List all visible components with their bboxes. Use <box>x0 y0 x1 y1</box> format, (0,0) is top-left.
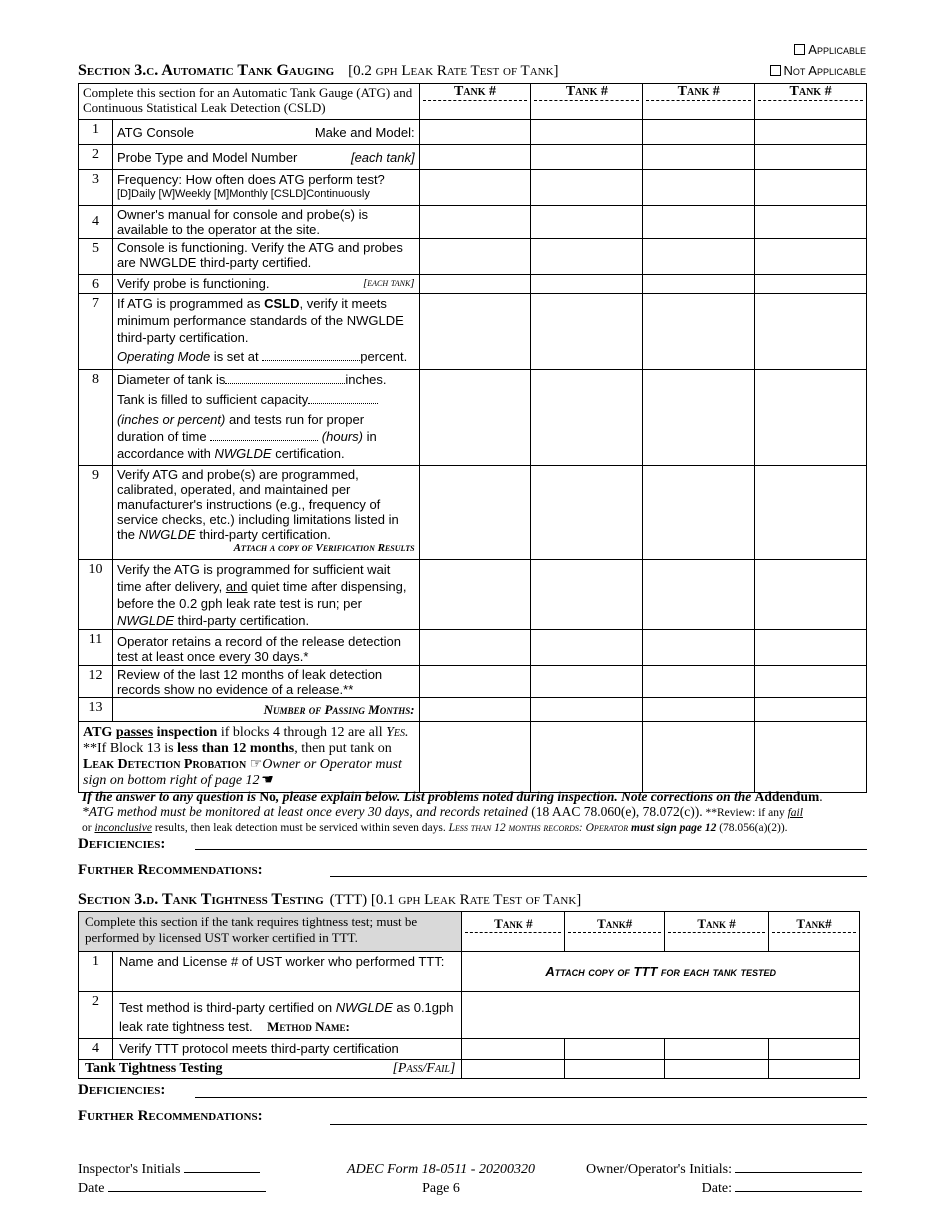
tank-cell[interactable] <box>531 206 643 239</box>
certification-text: certification. <box>271 446 345 461</box>
not-applicable-checkbox[interactable] <box>770 65 781 76</box>
table-row <box>79 560 867 630</box>
note-inconclusive: inconclusive <box>94 822 152 834</box>
table-row <box>79 630 867 666</box>
tank-cell[interactable] <box>643 466 755 560</box>
tank-cell[interactable] <box>419 275 531 294</box>
wait-time-text-3: third-party certification. <box>174 613 310 628</box>
verify-atg-text: Verify ATG and probe(s) are programmed, calibrated, operated, and maintained per manufacturer's instructions (e.g., frequency of service checks, etc.) including limitations listed in the <box>116 467 399 542</box>
tank-cell[interactable] <box>755 239 867 275</box>
section-3c-subtitle: [0.2 gph Leak Rate Test of Tank] <box>348 63 559 79</box>
wait-time-text-1: Verify the ATG is programmed for sufficient wait time after delivery, <box>116 562 391 594</box>
deficiencies-field-3c[interactable] <box>195 849 867 850</box>
tank-cell[interactable] <box>769 1039 860 1060</box>
tank-cell[interactable] <box>419 120 531 145</box>
tank-cell[interactable] <box>643 560 755 630</box>
tank-cell[interactable] <box>419 560 531 630</box>
tank-column-header <box>769 912 860 952</box>
row-number: 9 <box>79 466 113 560</box>
tank-cell[interactable] <box>531 722 643 793</box>
row-description <box>112 170 419 206</box>
row-description <box>112 294 419 370</box>
section-3d-subtitle: (TTT) [0.1 gph Leak Rate Test of Tank] <box>329 892 582 908</box>
row-description: Owner's manual for console and probe(s) is available to the operator at the site. <box>112 206 419 239</box>
note-text: results, then leak detection must be serviced within seven days. <box>151 822 449 834</box>
recommendations-field-3d[interactable] <box>330 1124 867 1125</box>
note-text: **Review: if any <box>702 807 788 819</box>
frequency-label: Frequency: How often does ATG perform test? <box>116 172 385 187</box>
tank-cell[interactable] <box>419 239 531 275</box>
tank-cell[interactable] <box>531 120 643 145</box>
note-sign-page: must sign page 12 <box>631 822 717 834</box>
accordance-text: in accordance with <box>116 429 377 461</box>
tank-cell[interactable] <box>769 1060 860 1079</box>
owner-initials-field[interactable] <box>735 1161 862 1173</box>
tank-header-1: Tank # <box>423 84 528 101</box>
attach-ttt-note: Attach copy of TTT for each tank tested <box>462 952 860 992</box>
tank-cell[interactable] <box>531 145 643 170</box>
pass-note-part: inspection <box>153 725 218 740</box>
tank-cell[interactable] <box>531 294 643 370</box>
tank-cell[interactable] <box>643 666 755 698</box>
method-text-2: as 0.1gph leak rate tightness test. <box>118 1000 454 1034</box>
recommendations-label-3d: Further Recommendations: <box>78 1108 263 1124</box>
row-description <box>112 992 462 1039</box>
applicable-label: Applicable <box>808 42 866 57</box>
table-row <box>79 722 867 793</box>
not-applicable-option[interactable] <box>770 63 866 78</box>
tank-cell[interactable] <box>531 666 643 698</box>
tank-cell[interactable] <box>755 666 867 698</box>
row-number: 5 <box>79 239 113 275</box>
row-description <box>112 370 419 466</box>
tank-header-4: Tank # <box>758 84 863 101</box>
table-row <box>79 275 867 294</box>
note-fail: fail <box>787 807 803 819</box>
tank-column-header <box>419 84 531 120</box>
row-number: 2 <box>79 992 113 1039</box>
deficiencies-label-3d: Deficiencies: <box>78 1082 166 1098</box>
table-row <box>79 370 867 466</box>
tank-cell[interactable] <box>419 630 531 666</box>
tank-cell[interactable] <box>565 1039 665 1060</box>
pass-fail-options: [Pass/Fail] <box>392 1061 456 1076</box>
tank-header-2: Tank # <box>534 84 639 101</box>
third-party-text: third-party certification. <box>195 527 331 542</box>
pass-note-part: **If Block 13 is <box>83 741 178 756</box>
section-3c-intro: Complete this section for an Automatic Tank Gauge (ATG) and Continuous Statistical Leak Detection (CSLD) <box>79 84 420 120</box>
row-description <box>112 120 419 145</box>
pass-note-hand: ☞ <box>246 757 263 772</box>
tank-column-header <box>643 84 755 120</box>
tank-cell[interactable] <box>531 560 643 630</box>
capacity-label: Tank is filled to sufficient capacity <box>116 392 309 407</box>
footer-center <box>336 1160 546 1198</box>
each-tank-note: [each tank] <box>350 150 415 165</box>
pass-note-passes: passes <box>115 725 154 740</box>
table-row <box>79 239 867 275</box>
tank-cell[interactable] <box>565 1060 665 1079</box>
pass-note-part: ATG <box>83 725 116 740</box>
section-3c-notes <box>82 789 872 836</box>
csld-text-2: , verify it meets minimum performance standards of the NWGLDE third-party certification. <box>116 296 404 345</box>
row-description: Console is functioning. Verify the ATG and probes are NWGLDE third-party certified. <box>112 239 419 275</box>
method-name-field[interactable] <box>462 992 860 1039</box>
tank-cell[interactable] <box>531 170 643 206</box>
tank-cell[interactable] <box>755 560 867 630</box>
diameter-label: Diameter of tank is <box>116 372 226 387</box>
nwglde-text: NWGLDE <box>116 613 175 628</box>
method-name-label: Method Name: <box>267 1019 350 1034</box>
inspector-date-field[interactable] <box>108 1180 266 1192</box>
row-description <box>112 145 419 170</box>
section-3d-intro: Complete this section if the tank requires tightness test; must be performed by licensed UST worker certified in TTT. <box>79 912 462 952</box>
row-number: 1 <box>79 120 113 145</box>
tank-cell[interactable] <box>643 370 755 466</box>
tank-cell[interactable] <box>419 294 531 370</box>
owner-date-field[interactable] <box>735 1180 862 1192</box>
note-addendum: Addendum <box>754 789 820 804</box>
ttt-result-row <box>79 1060 462 1079</box>
owner-date-label: Date: <box>701 1181 732 1196</box>
tank-cell[interactable] <box>643 630 755 666</box>
tank-cell[interactable] <box>643 698 755 722</box>
row-number: 6 <box>79 275 113 294</box>
table-row <box>79 145 867 170</box>
recommendations-field-3c[interactable] <box>330 876 867 877</box>
tank-cell[interactable] <box>643 294 755 370</box>
row-number: 11 <box>79 630 113 666</box>
section-3c-title-text: Section 3.c. Automatic Tank Gauging <box>78 62 335 79</box>
tank-cell[interactable] <box>531 466 643 560</box>
tank-cell[interactable] <box>643 275 755 294</box>
row-number: 10 <box>79 560 113 630</box>
tank-cell[interactable] <box>755 120 867 145</box>
tank-header-3: Tank # <box>646 84 751 101</box>
tank-cell[interactable] <box>755 294 867 370</box>
tank-cell[interactable] <box>755 630 867 666</box>
tank-cell[interactable] <box>665 1039 769 1060</box>
table-row <box>79 120 867 145</box>
footer-left <box>78 1160 266 1198</box>
tank-cell[interactable] <box>531 630 643 666</box>
tank-cell[interactable] <box>755 370 867 466</box>
atg-console-label: ATG Console <box>116 125 195 140</box>
row-number: 1 <box>79 952 113 992</box>
duration-field[interactable] <box>210 430 318 441</box>
operating-mode-field[interactable] <box>262 350 360 361</box>
tank-column-header <box>462 912 565 952</box>
recommendations-label-3c: Further Recommendations: <box>78 862 263 878</box>
note-text: or <box>82 822 95 834</box>
make-model-label: Make and Model: <box>314 125 415 140</box>
tank-column-header <box>565 912 665 952</box>
pass-note-part: , then put tank on <box>294 741 392 756</box>
deficiencies-label-3c: Deficiencies: <box>78 836 166 852</box>
row-number: 13 <box>79 698 113 722</box>
inches-percent-note: (inches or percent) <box>116 412 226 427</box>
tank-cell[interactable] <box>755 698 867 722</box>
owner-initials-label: Owner/Operator's Initials: <box>586 1162 732 1177</box>
nwglde-text: NWGLDE <box>335 1000 393 1015</box>
table-row <box>79 1039 860 1060</box>
each-tank-note: [each tank] <box>362 277 415 289</box>
capacity-field[interactable] <box>308 393 378 404</box>
tank-cell[interactable] <box>755 170 867 206</box>
tank-header-1: Tank # <box>465 916 561 933</box>
note-citation: (18 AAC 78.060(e), 78.072(c)). <box>531 804 703 819</box>
inches-label: inches. <box>345 372 387 387</box>
pass-note-yes: Yes. <box>386 725 409 740</box>
tank-cell[interactable] <box>419 206 531 239</box>
row-number: 7 <box>79 294 113 370</box>
percent-label: percent. <box>360 349 408 364</box>
tank-cell[interactable] <box>419 698 531 722</box>
applicable-option[interactable] <box>794 42 866 57</box>
note-text: Less than 12 months records: Operator <box>448 822 632 834</box>
table-row <box>79 170 867 206</box>
table-row <box>79 952 860 992</box>
row-description: Review of the last 12 months of leak detection records show no evidence of a release.** <box>112 666 419 698</box>
wait-time-text-2: quiet time after dispensing, before the 0.2 gph leak rate test is run; per <box>116 579 407 611</box>
inspector-date-label: Date <box>78 1181 105 1196</box>
pass-note-sign: Owner or Operator must sign on bottom right of page 12☚ <box>83 757 402 788</box>
operating-mode-label: Operating Mode <box>116 349 211 364</box>
page-number: Page 6 <box>422 1181 460 1196</box>
tank-cell[interactable] <box>755 206 867 239</box>
tank-cell[interactable] <box>755 722 867 793</box>
deficiencies-field-3d[interactable] <box>195 1097 867 1098</box>
pass-note-probation: Leak Detection Probation <box>83 757 247 772</box>
diameter-field[interactable] <box>225 373 345 384</box>
tank-cell[interactable] <box>419 370 531 466</box>
inspector-initials-label: Inspector's Initials <box>78 1162 181 1177</box>
pass-note <box>79 722 420 793</box>
table-row <box>79 206 867 239</box>
row-description: Name and License # of UST worker who performed TTT: <box>112 952 462 992</box>
tank-cell[interactable] <box>665 1060 769 1079</box>
and-underlined: and <box>225 579 248 594</box>
tank-cell[interactable] <box>531 239 643 275</box>
nwglde-text: NWGLDE <box>214 446 272 461</box>
table-row <box>79 992 860 1039</box>
tank-cell[interactable] <box>755 145 867 170</box>
tank-cell[interactable] <box>419 666 531 698</box>
row-number: 4 <box>79 206 113 239</box>
row-number: 12 <box>79 666 113 698</box>
tank-cell[interactable] <box>462 1060 565 1079</box>
table-row <box>79 698 867 722</box>
note-text: . <box>819 789 823 804</box>
tank-cell[interactable] <box>419 145 531 170</box>
row-description <box>112 275 419 294</box>
tank-column-header <box>531 84 643 120</box>
row-number: 3 <box>79 170 113 206</box>
row-description: Operator retains a record of the release detection test at least once every 30 days.* <box>112 630 419 666</box>
applicable-checkbox[interactable] <box>794 44 805 55</box>
tank-cell[interactable] <box>419 466 531 560</box>
footer-right <box>586 1160 862 1198</box>
tank-cell[interactable] <box>643 145 755 170</box>
table-row <box>79 466 867 560</box>
section-3d-title <box>78 891 581 909</box>
tank-column-header <box>665 912 769 952</box>
operating-mode-text: is set at <box>210 349 263 364</box>
row-number: 4 <box>79 1039 113 1060</box>
tank-header-3: Tank # <box>668 916 765 933</box>
tank-header-2: Tank# <box>568 916 661 933</box>
tank-cell[interactable] <box>755 466 867 560</box>
csld-text-bold: CSLD <box>264 296 300 311</box>
tank-cell[interactable] <box>643 206 755 239</box>
tank-cell[interactable] <box>531 275 643 294</box>
tank-cell[interactable] <box>643 170 755 206</box>
tank-header-4: Tank# <box>772 916 856 933</box>
method-text-1: Test method is third-party certified on <box>118 1000 336 1015</box>
passing-months-label: Number of Passing Months: <box>112 698 419 722</box>
duration-label: and tests run for proper duration of time <box>116 412 365 444</box>
probe-type-label: Probe Type and Model Number <box>116 150 298 165</box>
pass-note-part: if blocks 4 through 12 are all <box>217 725 387 740</box>
ttt-result-label: Tank Tightness Testing <box>85 1061 223 1076</box>
form-number: ADEC Form 18-0511 - 20200320 <box>347 1162 535 1177</box>
tank-cell[interactable] <box>643 239 755 275</box>
attach-results-note: Attach a copy of Verification Results <box>233 542 415 554</box>
note-text: , please explain below. List problems noted during inspection. Note corrections on the <box>275 789 755 804</box>
not-applicable-label: Not Applicable <box>783 63 866 78</box>
tank-cell[interactable] <box>531 370 643 466</box>
hours-note: (hours) <box>321 429 363 444</box>
frequency-options: [D]Daily [W]Weekly [M]Monthly [CSLD]Continuously <box>116 188 370 200</box>
tank-column-header <box>755 84 867 120</box>
row-number: 2 <box>79 145 113 170</box>
table-row <box>79 666 867 698</box>
tank-cell[interactable] <box>755 275 867 294</box>
table-row <box>79 1060 860 1079</box>
row-description <box>112 466 419 560</box>
csld-text-1: If ATG is programmed as <box>116 296 265 311</box>
note-text: If the answer to any question is <box>82 789 260 804</box>
section-3d-title-text: Section 3.d. Tank Tightness Testing <box>78 891 324 908</box>
tank-cell[interactable] <box>462 1039 565 1060</box>
nwglde-text: NWGLDE <box>138 527 196 542</box>
tank-cell[interactable] <box>643 120 755 145</box>
row-description: Verify TTT protocol meets third-party certification <box>112 1039 462 1060</box>
row-description <box>112 560 419 630</box>
section-3d-table <box>78 911 860 1079</box>
pass-note-part: less than 12 months <box>177 741 295 756</box>
inspector-initials-field[interactable] <box>184 1161 260 1173</box>
tank-cell[interactable] <box>419 722 531 793</box>
section-3c-table <box>78 83 867 793</box>
tank-cell[interactable] <box>531 698 643 722</box>
verify-probe-label: Verify probe is functioning. <box>116 276 270 291</box>
note-citation: (78.056(a)(2)). <box>716 822 788 834</box>
tank-cell[interactable] <box>419 170 531 206</box>
note-text: *ATG method must be monitored at least once every 30 days, and records retained <box>82 804 532 819</box>
row-number: 8 <box>79 370 113 466</box>
section-3c-title <box>78 62 559 80</box>
tank-cell[interactable] <box>643 722 755 793</box>
note-no: No <box>259 789 276 804</box>
table-row <box>79 294 867 370</box>
